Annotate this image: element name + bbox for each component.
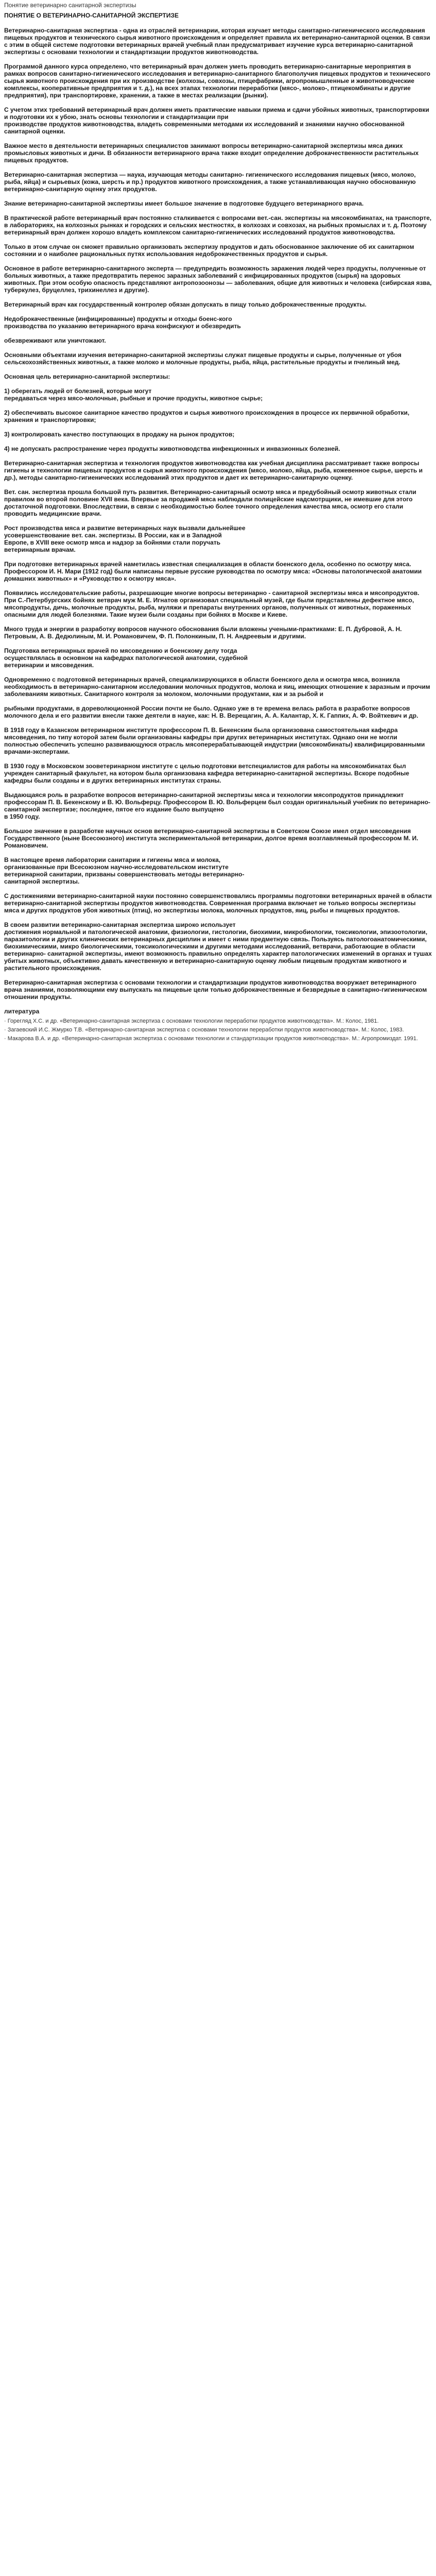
body-paragraph: Рост производства мяса и развитие ветеринарных наук вызвали дальнейшее усовершенствование вет. сан. экспертизы. В России, как и в Западной Европе, в XVIII веке осмотр мяса и надзор за бойнями стали поручать ветеринарным врачам.	[4, 524, 246, 553]
body-paragraph: Только в этом случае он сможет правильно организовать экспертизу продуктов и дать обоснованное заключение об их санитарном состоянии и о наиболее рациональных путях использования недоброкачественных продуктов и сырья.	[4, 243, 414, 258]
body-paragraph: В 1930 году в Московском зоoветеринарном институте с целью подготовки ветспециалистов для работы на мясокомбинатах был учрежден санитарный факультет, на котором была организована кафедра ветеринарно-санитарной экспертизы. Вскоре подобные кафедры были созданы и в других ветеринарных институтах страны.	[4, 762, 409, 784]
literature-heading: литература	[4, 1008, 40, 1015]
document-page	[0, 0, 436, 1054]
body-paragraph: Ветеринарно-санитарная экспертиза и технология продуктов животноводства как учебная дисциплина рассматривает также вопросы гигиены и технологии пищевых продуктов и сырья животного происхождения (мясо, молоко, яйца, рыба, кожевенное сырье, шерсть и др.), методы санитарно-гигиенических исследований этих продуктов и дает их ветеринарно-санитарную оценку.	[4, 460, 423, 481]
document-body	[4, 27, 432, 1001]
body-paragraph: 1) оберегать людей от болезней, которые могут передаваться через мясо-молочные, рыбные и прочие продукты, животное сырье;	[4, 387, 263, 402]
body-paragraph: С учетом этих требований ветеринарный врач должен иметь практические навыки приема и сдачи убойных животных, транспортировки и подготовки их к убою, знать основы технологии и стандартизации при производстве продуктов животноводства, владеть современными методами их исследований и знаниями научно обоснованной санитарной оценки.	[4, 106, 429, 135]
body-paragraph: При подготовке ветеринарных врачей наметилась известная специализация в области боенского дела, особенно по осмотру мяса. Профессором И. Н. Мари (1912 год) были написаны первые русские руководства по осмотру мяса: «Основы патологической анатомии домашних животных» и «Руководство к осмотру мяса».	[4, 561, 422, 582]
body-paragraph: С достижениями ветеринарно-санитарной науки постоянно совершенствовались программы подготовки ветеринарных врачей в области ветеринарно-санитарной экспертизы продуктов животноводства. Современная программа включает не только вопросы экспертизы мяса и других продуктов убоя животных (птиц), но экспертизы молока, молочных продуктов, яиц, рыбы и пищевых продуктов.	[4, 892, 432, 914]
body-paragraph: Ветеринарно-санитарная экспертиза — наука, изучающая методы санитарно- гигиенического исследования пищевых (мясо, молоко, рыба, яйца) и сырьевых (кожа, шерсть и пр.) продуктов животного происхождения, а также устанавливающая научно обоснованную ветеринарно-санитарную оценку этих продуктов.	[4, 171, 416, 193]
body-paragraph: Ветеринарный врач как государственный контролер обязан допускать в пищу только доброкачественные продукты.	[4, 301, 367, 308]
body-paragraph: 3) контролировать качество поступающих в продажу на рынок продуктов;	[4, 431, 235, 438]
body-paragraph: Много труда и энергии в разработку вопросов научного обоснования были вложены учеными-практиками: Е. П. Дубровой, А. Н. Петровым, А. В. Дедюлиным, М. И. Романовичем, Ф. П. Полонкиным, П. Н. Андреевым и другими.	[4, 625, 402, 640]
literature-item: · Макарова В.А. и др. «Ветеринарно-санитарная экспертиза с основами технологии и стандартизации продуктов животноводства». М.: Агропромиздат. 1991.	[4, 1036, 418, 1042]
body-paragraph: обезвреживают или уничтожают.	[4, 337, 106, 344]
literature-item: · Горегляд Х.С. и др. «Ветеринарно-санитарная экспертиза с основами технологии переработки продуктов животноводства». М.: Колос, 1981.	[4, 1018, 379, 1024]
body-paragraph: Выдающаяся роль в разработке вопросов ветеринарно-санитарной экспертизы мяса и технологии мясопродуктов принадлежит профессорам П. В. Бекенскому и В. Ю. Вольферцу. Профессором В. Ю. Вольферцем был создан оригинальный учебник по ветеринарно-санитарной экспертизе; последнее, пятое его издание было выпущено в 1950 году.	[4, 791, 430, 820]
literature-list	[4, 1017, 432, 1043]
document-title: ПОНЯТИЕ О ВЕТЕРИНАРНО-САНИТАРНОЙ ЭКСПЕРТИЗЕ	[4, 12, 179, 19]
body-paragraph: 4) не допускать распространение через продукты животноводства инфекционных и инвазионных болезней.	[4, 445, 340, 452]
body-paragraph: 2) обеспечивать высокое санитарное качество продуктов и сырья животного происхождения в процессе их первичной обработки, хранения и транспортировки;	[4, 409, 410, 423]
body-paragraph: В настоящее время лаборатории санитарии и гигиены мяса и молока, организованные при Всесоюзном научно-исследовательском институте ветеринарной санитарии, призваны совершенствовать методы ветеринарно- санитарной экспертизы.	[4, 856, 245, 885]
body-paragraph: рыбными продуктами, в дореволюционной России почти не было. Однако уже в те времена велась работа в разработке вопросов молочного дела и его развитии внесли также деятели в науке, как: Н. В. Верещагин, А. А. Калантар, Х. К. Гаппих, А. Ф. Войткевич и др.	[4, 705, 418, 719]
body-paragraph: Знание ветеринарно-санитарной экспертизы имеет большое значение в подготовке будущего ветеринарного врача.	[4, 200, 364, 207]
body-paragraph: Ветеринарно-санитарная экспертиза - одна из отраслей ветеринарии, которая изучает методы санитарно-гигиенического исследования пищевых продуктов и технического сырья животного происхождения и определяет правила их ветеринарно-санитарной оценки. В связи с этим в общей системе подготовки ветеринарных врачей учебный план предусматривает изучение курса ветеринарно-санитарной экспертизы с основами технологии и стандартизации продуктов животноводства.	[4, 27, 430, 56]
body-paragraph: Вет. сан. экспертиза прошла большой путь развития. Ветеринарно-санитарный осмотр мяса и предубойный осмотр животных стали правилом во второй половине XVII века. Впервые за продажей мяса наблюдали полицейские надсмотрщики, не имевшие для этого достаточной подготовки. Впоследствии, в связи с необходимостью более точного определения качества мяса, осмотр его стали проводить медицинские врачи.	[4, 488, 416, 517]
body-paragraph: Основная цель ветеринарно-санитарной экспертизы:	[4, 373, 170, 380]
body-paragraph: Основное в работе ветеринарно-санитарного эксперта — предупредить возможность заражения людей через продукты, полученные от больных животных, а также предотвратить перенос заразных заболеваний с инфицированных продуктов (сырья) на здоровых животных. При этом особую опасность представляют антропозоонозы — заболевания, общие для животных и человека (сибирская язва, туберкулез, бруцеллез, трихинеллез и другие).	[4, 265, 432, 294]
body-paragraph: Одновременно с подготовкой ветеринарных врачей, специализирующихся в области боенского дела и осмотра мяса, возникла необходимость в ветеринарно-санитарном исследовании молочных продуктов, молока и яиц, имеющих отношение к заразным и прочим заболеваниям животных. Санитарного контроля за молоком, молочными продуктами, как и за рыбой и	[4, 676, 430, 698]
body-paragraph: Важное место в деятельности ветеринарных специалистов занимают вопросы ветеринарно-санитарной экспертизы мяса диких промысловых животных и дичи. В обязанности ветеринарного врача также входит определение доброкачественности растительных пищевых продуктов.	[4, 142, 419, 164]
body-paragraph: В практической работе ветеринарный врач постоянно сталкивается с вопросами вет.-сан. экспертизы на мясокомбинатах, на транспорте, в лабораториях, на колхозных рынках и городских и сельских местностях, в колхозах и совхозах, на рыбных промыслах и т. д. Поэтому ветеринарный врач должен хорошо владеть комплексом санитарно-гигиенических исследований продуктов животноводства.	[4, 214, 432, 236]
site-title: Понятие ветеринарно санитарной экспертизы	[4, 2, 136, 9]
body-paragraph: В 1918 году в Казанском ветеринарном институте профессором П. В. Бекенским была организована самостоятельная кафедра мясоведения, по типу которой затем были организованы кафедры при других ветеринарных институтах. Однако они не могли полностью обеспечить успешно развивающуюся отрасль мясоперерабатывающей индустрии (мясокомбинаты) квалифицированными врачами-экспертами.	[4, 726, 425, 755]
body-paragraph: Появились исследовательские работы, разрешающие многие вопросы ветеринарно - санитарной экспертизы мяса и мясопродуктов. При С.-Петербургских бойнях ветврач муж М. Е. Игнатов организовал специальный музей, где были представлены дефектное мясо, мясопродукты, дичь, молочные продукты, рыба, муляжи и препараты внутренних органов, полученных от животных, пораженных опасными для людей болезнями. Такие музеи были созданы при бойнях в Москве и Киеве.	[4, 589, 420, 618]
body-paragraph: В своем развитии ветеринарно-санитарная экспертиза широко использует достижения нормальной и патологической анатомии, физиологии, гистологии, биохимии, микробиологии, токсикологии, эпизоотологии, паразитологии и других клинических ветеринарных дисциплин и имеет с ними предметную связь. Пользуясь патологоанатомическими, биохимическими, микро биологическими, токсикологическими и другими методами исследований, ветврачи, работающие в области ветеринарно- санитарной экспертизы, имеют возможность правильно определять характер патологических изменений в органах и тушах убитых животных, объективно давать качественную и ветеринарно-санитарную оценку любым пищевым продуктам животного и растительного происхождения.	[4, 921, 432, 972]
body-paragraph: Основными объектами изучения ветеринарно-санитарной экспертизы служат пищевые продукты и сырье, полученные от убоя сельскохозяйственных животных, а также молоко и молочные продукты, рыба, яйца, растительные продукты и пчелиный мед.	[4, 351, 402, 366]
literature-item: · Загаевский И.С. Жмурко Т.В. «Ветеринарно-санитарная экспертиза с основами технологии переработки продуктов животноводства». М.: Колос, 1983.	[4, 1027, 404, 1033]
body-paragraph: Программой данного курса определено, что ветеринарный врач должен уметь проводить ветеринарно-санитарные мероприятия в рамках вопросов санитарно-гигиенического исследования и ветеринарно-санитарного благополучия пищевых продуктов и технического сырья животного происхождения при их производстве (колхозы, совхозы, птицефабрики, агропромышленные и животноводческие комплексы, кооперативные предприятия и т. д.), на всех этапах технологии переработки (мясо-, молоко-, птицекомбинаты и другие предприятия), при транспортировке, хранении, а также в местах реализации (рынки).	[4, 63, 430, 99]
body-paragraph: Подготовка ветеринарных врачей по мясоведению и боенскому делу тогда осуществлялась в основном на кафедрах патологической анатомии, судебной ветеринарии и мясоведения.	[4, 647, 248, 669]
body-paragraph: Большое значение в разработке научных основ ветеринарно-санитарной экспертизы в Советском Союзе имел отдел мясоведения Государственного (ныне Всесоюзного) института экспериментальной ветеринарии, долгое время возглавляемый профессором М. И. Романовичем.	[4, 827, 418, 849]
body-paragraph: Недоброкачественные (инфицированные) продукты и отходы боенс-кого производства по указанию ветеринарного врача конфискуют и обезвредить	[4, 315, 241, 330]
body-paragraph: Ветеринарно-санитарная экспертиза с основами технологии и стандартизации продуктов животноводства вооружает ветеринарного врача знаниями, позволяющими ему выпускать на пищевые цели только доброкачественные и безвредные в санитарно-гигиеническом отношении продукты.	[4, 979, 427, 1001]
